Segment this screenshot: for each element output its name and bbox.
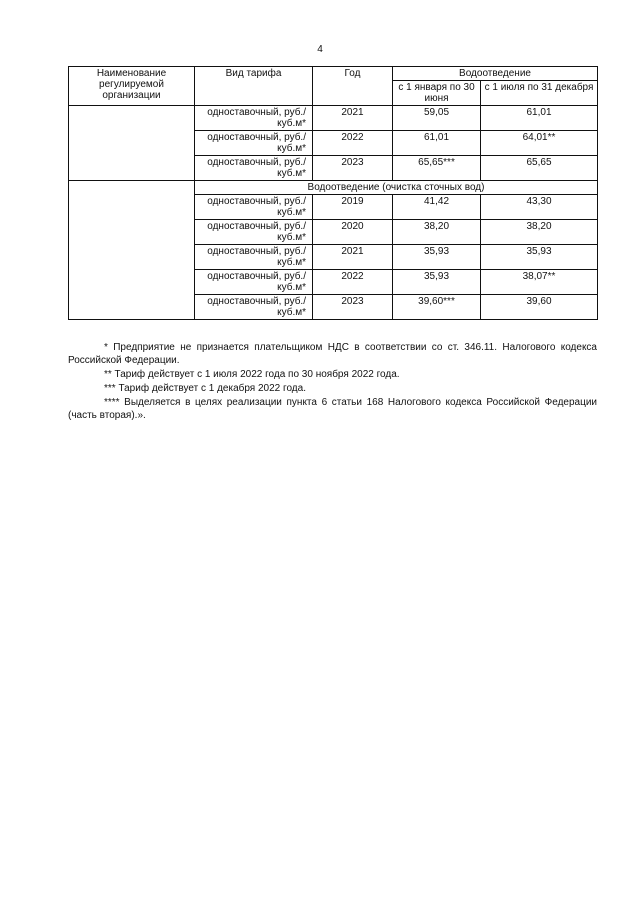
- section-row: [69, 181, 598, 195]
- value-period2-cell: 65,65: [481, 156, 598, 181]
- header-group: Водоотведение: [393, 67, 598, 81]
- value-period1-cell: 59,05: [393, 106, 481, 131]
- value-period2-cell: 38,20: [481, 220, 598, 245]
- header-period2: с 1 июля по 31 декабря: [481, 81, 598, 106]
- value-period1-cell: 35,93: [393, 270, 481, 295]
- footnote-3: *** Тариф действует с 1 декабря 2022 года.: [104, 383, 306, 394]
- org-cell-2: [69, 181, 195, 320]
- value-period2-cell: 38,07**: [481, 270, 598, 295]
- tariff-table: [68, 66, 598, 320]
- header-org: Наименование регулируемой организации: [69, 67, 195, 106]
- page-number: 4: [317, 44, 323, 55]
- year-cell: 2022: [313, 270, 393, 295]
- value-period2-cell: 64,01**: [481, 131, 598, 156]
- footnote-4: **** Выделяется в целях реализации пункта 6 статьи 168 Налогового кодекса Российской Федерации (часть вторая).».: [68, 397, 597, 421]
- value-period1-cell: 38,20: [393, 220, 481, 245]
- tariff-type-cell: одноставочный, руб./куб.м*: [195, 106, 313, 131]
- year-cell: 2022: [313, 131, 393, 156]
- table-row: [69, 106, 598, 131]
- year-cell: 2019: [313, 195, 393, 220]
- footnote-1: * Предприятие не признается плательщиком НДС в соответствии со ст. 346.11. Налогового кодекса Российской Федерации.: [68, 342, 597, 366]
- year-cell: 2023: [313, 295, 393, 320]
- section-title: Водоотведение (очистка сточных вод): [195, 181, 598, 195]
- header-tariff-type: Вид тарифа: [195, 67, 313, 106]
- tariff-type-cell: одноставочный, руб./куб.м*: [195, 131, 313, 156]
- year-cell: 2021: [313, 245, 393, 270]
- value-period1-cell: 35,93: [393, 245, 481, 270]
- year-cell: 2023: [313, 156, 393, 181]
- year-cell: 2021: [313, 106, 393, 131]
- tariff-type-cell: одноставочный, руб./куб.м*: [195, 245, 313, 270]
- value-period2-cell: 43,30: [481, 195, 598, 220]
- header-year: Год: [313, 67, 393, 106]
- tariff-type-cell: одноставочный, руб./куб.м*: [195, 195, 313, 220]
- tariff-type-cell: одноставочный, руб./куб.м*: [195, 270, 313, 295]
- org-cell: [69, 106, 195, 181]
- value-period2-cell: 61,01: [481, 106, 598, 131]
- tariff-type-cell: одноставочный, руб./куб.м*: [195, 156, 313, 181]
- table-header-row: [69, 67, 598, 81]
- year-cell: 2020: [313, 220, 393, 245]
- value-period1-cell: 39,60***: [393, 295, 481, 320]
- tariff-type-cell: одноставочный, руб./куб.м*: [195, 220, 313, 245]
- footnotes: [68, 341, 597, 423]
- header-period1: с 1 января по 30 июня: [393, 81, 481, 106]
- tariff-type-cell: одноставочный, руб./куб.м*: [195, 295, 313, 320]
- value-period2-cell: 39,60: [481, 295, 598, 320]
- value-period2-cell: 35,93: [481, 245, 598, 270]
- value-period1-cell: 41,42: [393, 195, 481, 220]
- value-period1-cell: 61,01: [393, 131, 481, 156]
- footnote-2: ** Тариф действует с 1 июля 2022 года по 30 ноября 2022 года.: [104, 369, 400, 380]
- value-period1-cell: 65,65***: [393, 156, 481, 181]
